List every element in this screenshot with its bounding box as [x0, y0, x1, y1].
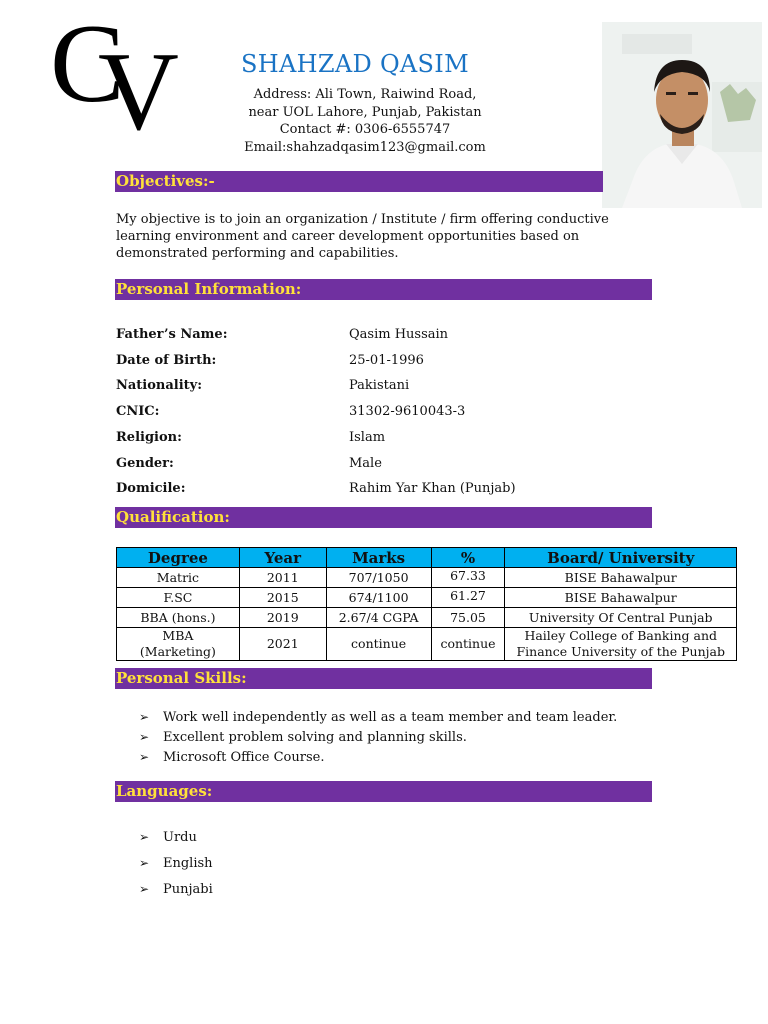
info-label: Gender: — [116, 455, 174, 471]
info-label: Religion: — [116, 429, 182, 445]
profile-photo-graphic — [602, 22, 762, 208]
info-label: Father’s Name: — [116, 327, 228, 342]
cell-year: 2021 — [239, 628, 326, 661]
cell-board: Hailey College of Banking and Finance University of the Punjab — [505, 628, 737, 661]
objectives-line: learning environment and career development opportunities based on — [116, 229, 580, 244]
list-item — [139, 882, 213, 897]
table-row — [117, 628, 737, 661]
info-value: 25-01-1996 — [349, 352, 424, 368]
cell-degree: Matric — [117, 568, 240, 588]
column-header-percent: % — [431, 548, 505, 568]
cell-board: University Of Central Punjab — [505, 608, 737, 628]
contact-number: Contact #: 0306-6555747 — [279, 122, 451, 137]
info-value: Islam — [349, 429, 386, 445]
table-row — [117, 588, 737, 608]
personal-info-heading: Personal Information: — [115, 279, 652, 300]
skill-text: Work well independently as well as a team member and team leader. — [163, 710, 618, 725]
info-row-religion — [116, 430, 636, 450]
arrow-bullet-icon: ➢ — [139, 730, 150, 744]
info-value: Pakistani — [349, 378, 410, 394]
column-header-degree: Degree — [117, 548, 240, 568]
info-row-domicile — [116, 481, 636, 501]
objectives-text — [116, 211, 616, 262]
info-label: CNIC: — [116, 404, 160, 420]
email-address: Email:shahzadqasim123@gmail.com — [244, 139, 486, 155]
skills-heading: Personal Skills: — [115, 668, 652, 689]
table-row — [117, 568, 737, 588]
objectives-line: demonstrated performing and capabilities. — [116, 246, 399, 261]
table-header-row — [117, 548, 737, 568]
cell-percent: 67.33 — [431, 568, 505, 588]
address-line-1: Address: Ali Town, Raiwind Road, — [253, 87, 477, 102]
info-label: Date of Birth: — [116, 352, 217, 368]
cell-degree: BBA (hons.) — [117, 608, 240, 628]
column-header-year: Year — [239, 548, 326, 568]
cell-marks: 2.67/4 CGPA — [326, 608, 431, 628]
candidate-name: SHAHZAD QASIM — [241, 50, 469, 78]
profile-photo — [602, 22, 762, 208]
language-text: Urdu — [163, 830, 197, 845]
info-label: Domicile: — [116, 481, 186, 497]
info-value: Rahim Yar Khan (Punjab) — [349, 481, 516, 497]
languages-list — [139, 830, 439, 900]
info-value: 31302-9610043-3 — [349, 404, 466, 420]
table-row — [117, 608, 737, 628]
objectives-heading: Objectives:- — [115, 171, 603, 192]
cell-year: 2019 — [239, 608, 326, 628]
cell-marks: 707/1050 — [326, 568, 431, 588]
cell-board: BISE Bahawalpur — [505, 568, 737, 588]
qualification-table — [116, 547, 737, 661]
arrow-bullet-icon: ➢ — [139, 830, 150, 844]
column-header-marks: Marks — [326, 548, 431, 568]
list-item — [139, 856, 213, 871]
contact-block — [200, 86, 530, 156]
arrow-bullet-icon: ➢ — [139, 856, 150, 870]
cell-percent: 75.05 — [431, 608, 505, 628]
qualification-heading: Qualification: — [115, 507, 652, 528]
cell-degree: MBA (Marketing) — [117, 628, 240, 661]
language-text: Punjabi — [163, 882, 213, 897]
list-item — [139, 710, 617, 725]
language-text: English — [163, 856, 213, 871]
arrow-bullet-icon: ➢ — [139, 882, 150, 896]
cell-year: 2011 — [239, 568, 326, 588]
info-row-nationality — [116, 378, 636, 398]
info-row-date-of-birth — [116, 353, 636, 373]
info-row-fathers-name — [116, 327, 636, 347]
languages-heading: Languages: — [115, 781, 652, 802]
logo-letter-c: C — [50, 2, 125, 126]
logo-letter-v: V — [98, 30, 179, 154]
info-label: Nationality: — [116, 378, 203, 394]
address-line-2: near UOL Lahore, Punjab, Pakistan — [248, 104, 482, 120]
cell-marks: 674/1100 — [326, 588, 431, 608]
info-value: Male — [349, 455, 382, 471]
skill-text: Microsoft Office Course. — [163, 750, 325, 765]
list-item — [139, 830, 197, 845]
info-row-cnic — [116, 404, 636, 424]
info-value: Qasim Hussain — [349, 327, 449, 342]
objectives-line: My objective is to join an organization / Institute / firm offering conductive — [116, 212, 609, 227]
skill-text: Excellent problem solving and planning skills. — [163, 730, 467, 745]
arrow-bullet-icon: ➢ — [139, 710, 150, 724]
cell-degree: F.SC — [117, 588, 240, 608]
cell-percent: continue — [431, 628, 505, 661]
cell-year: 2015 — [239, 588, 326, 608]
cell-marks: continue — [326, 628, 431, 661]
cell-percent: 61.27 — [431, 588, 505, 608]
list-item — [139, 730, 467, 745]
info-row-gender — [116, 456, 636, 476]
skills-list — [139, 710, 659, 770]
column-header-board: Board/ University — [505, 548, 737, 568]
arrow-bullet-icon: ➢ — [139, 750, 150, 764]
personal-info-list — [116, 327, 636, 507]
list-item — [139, 750, 324, 765]
cv-logo — [50, 2, 185, 154]
cell-board: BISE Bahawalpur — [505, 588, 737, 608]
